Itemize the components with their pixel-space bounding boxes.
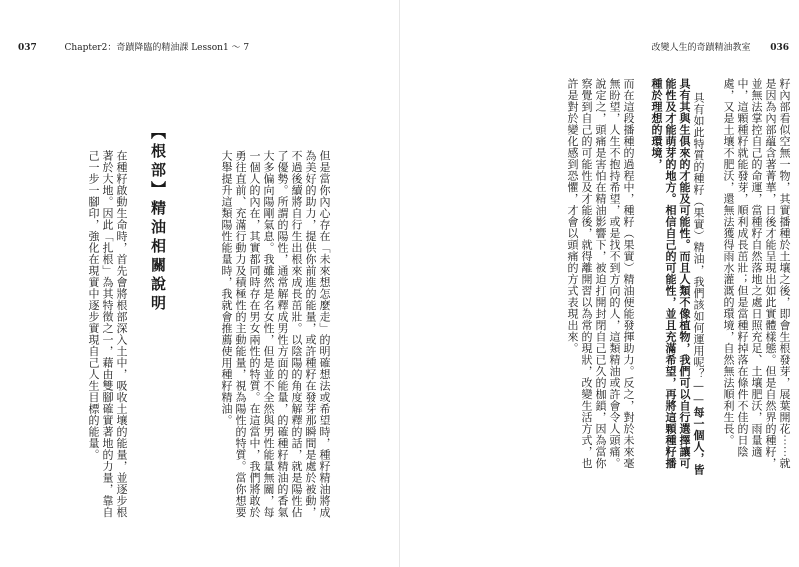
right-page	[400, 0, 799, 567]
paragraph-seed-yang-energy: 但是當你內心存在「未來想怎麼走」的明確想法或希望時，種籽精油將成為美好的助力，提供你前進的能量，或許種籽在發芽那瞬間是處於被動，不過後續將自行生出根來成長茁壯。以陰陽的角度解釋的話，就是陽性佔了優勢。所謂的陽性，通常解釋成男性方面的能量，的確種籽精油的香氣大多偏向陽剛氣息。我雖然是名女性，但是並不全然與男性能量無關，每一個人的內在，其實都同時存在男女兩性的特質。在這當中，我們將敢於勇往直前、充滿行動力及積極性的主動能量，視為陽性的特質。當你想要大舉提升這類陽性能量時，我就會推薦使用種籽精油。	[220, 150, 331, 518]
chapter-title: Chapter2：奇蹟降臨的精油課 Lesson1 ～ 7	[64, 43, 250, 53]
paragraph-seed-usage	[643, 78, 705, 478]
right-page-header	[651, 40, 789, 53]
left-page-number: 037	[18, 43, 37, 53]
left-page-header	[18, 40, 249, 53]
paragraph-seed-headache: 而在這段播種的過程中，種籽（果實）精油便能發揮助力。反之，對於未來毫無盼望，人生不抱持希望，或是找不到方向的人，這類精油或許會令人頭痛。說定之，頭痛是害怕在精油影響下，被迫打開封閉自己已久的枷鎖，因為當你察覺到自己的可能性及才能後，就得離開習以為常的現狀，改變生活方式，也許是對於變化感到恐懼，才會以頭痛的方式表現出來。	[566, 78, 635, 469]
paragraph-roots: 在種籽啟動生命時，首先會將根部深入土中，吸收土壤的能量，並逐步根著於大地。因此「扎根」為其特徵之一，藉由雙腳確實著地的力量，靠自己一步一腳印，強化在現實中逐步實現自己人生目標的能量。	[87, 150, 128, 518]
book-title: 改變人生的奇蹟精油教室	[651, 43, 751, 53]
left-page	[0, 0, 399, 567]
paragraph-seed-usage-emphasis: 每一個人，皆具有其與生俱來的才能及可能性。而且人類不像植物，我們可以自行選擇讓可能性及才能萌芽的地方。相信自己的可能性，並且充滿希望，再將這顆種籽播種於理想的環境，	[650, 78, 705, 476]
paragraph-seed-fate: 籽內部看似空無一物，其實播種於土壤之後，即會生根發芽，展葉開花⋯⋯就是因為內部蘊含著菁華，日後才能呈現出如此實體樣態。但是自然界的種籽，並無法掌控自己的命運，當種籽自然落地之處日照充足、土壤肥沃，雨量適中，這顆種籽就能發芽，順利成長茁壯；但是當種籽掉落在條件不佳的日陰處，又是土壤不肥沃，還無法獲得雨水灌溉的環境，自然無法順利生長。	[722, 78, 791, 469]
right-page-number: 036	[770, 43, 789, 53]
paragraph-seed-usage-intro: 具有如此特質的種籽（果實）精油，我們該如何運用呢？——	[692, 92, 705, 407]
section-heading-roots: 【根部】精油相關說明	[149, 124, 167, 314]
